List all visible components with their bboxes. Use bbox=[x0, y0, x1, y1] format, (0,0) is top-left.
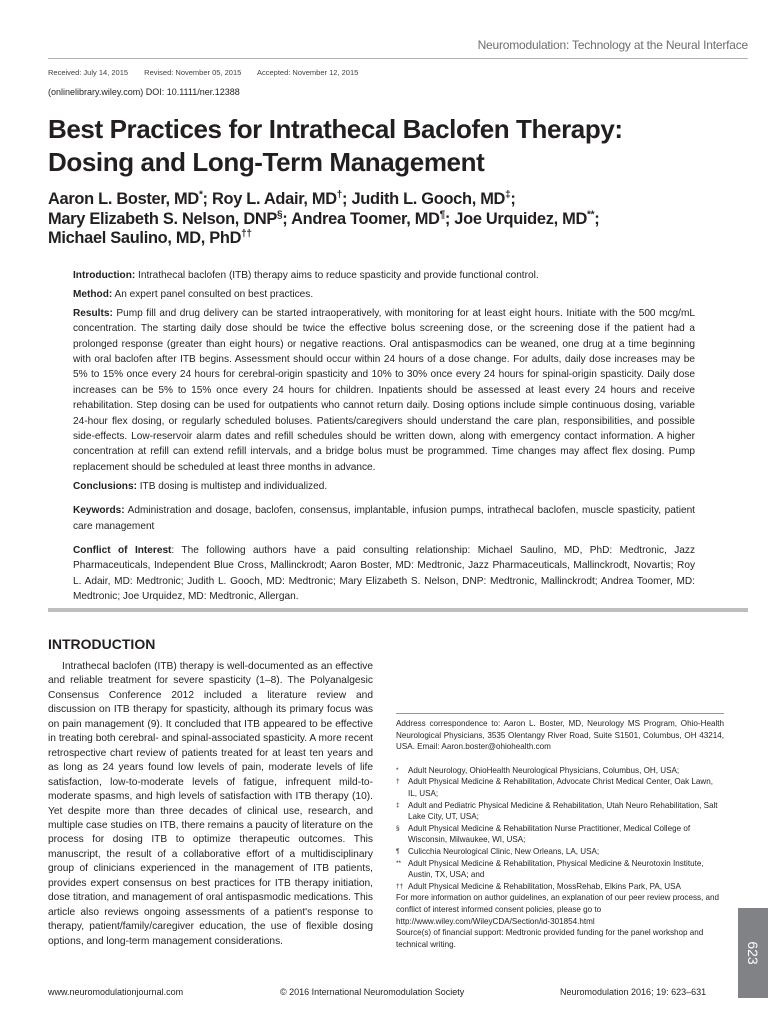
affiliation-item bbox=[396, 765, 724, 777]
author-name: Mary Elizabeth S. Nelson, DNP bbox=[48, 209, 278, 228]
revised-date: Revised: November 05, 2015 bbox=[144, 68, 242, 77]
notes-divider bbox=[396, 713, 724, 714]
section-label: Results: bbox=[73, 307, 113, 319]
affiliation-text: Adult Physical Medicine & Rehabilitation, MossRehab, Elkins Park, PA, USA bbox=[408, 881, 681, 891]
accepted-date: Accepted: November 12, 2015 bbox=[256, 68, 359, 77]
author-guidelines-note: For more information on author guidelines, an explanation of our peer review process, and conflict of interest informed consent policies, please go to http://www.wiley.com/WileyCDA/Section/id-301854.html bbox=[396, 893, 720, 926]
received-date: Received: July 14, 2015 bbox=[48, 68, 129, 77]
affiliation-text: Culicchia Neurological Clinic, New Orleans, LA, USA; bbox=[408, 846, 600, 856]
section-text: An expert panel consulted on best practices. bbox=[112, 288, 314, 300]
section-label: Conclusions: bbox=[73, 480, 137, 492]
section-label: Keywords: bbox=[73, 505, 125, 517]
doi-line: (onlinelibrary.wiley.com) DOI: 10.1111/ner.12388 bbox=[48, 87, 240, 97]
page-number: 623 bbox=[745, 941, 761, 965]
affiliation-marker: § bbox=[277, 209, 283, 221]
author-name: ; Judith L. Gooch, MD bbox=[342, 190, 506, 208]
abstract-introduction bbox=[73, 268, 695, 283]
footer-copyright: © 2016 International Neuromodulation Society bbox=[280, 987, 465, 997]
affiliation-marker: †† bbox=[241, 228, 252, 240]
author-name: ; Joe Urquidez, MD bbox=[444, 209, 587, 228]
article-title bbox=[48, 113, 728, 179]
title-line-1: Best Practices for Intrathecal Baclofen Therapy: bbox=[48, 114, 623, 144]
affiliation-marker: * bbox=[198, 189, 203, 201]
affiliation-marker: † bbox=[336, 189, 343, 201]
affiliation-marker: ¶ bbox=[439, 209, 445, 221]
introduction-heading: INTRODUCTION bbox=[48, 636, 156, 652]
affiliation-item bbox=[396, 846, 724, 858]
footer-journal-url[interactable]: www.neuromodulationjournal.com bbox=[48, 987, 184, 997]
abstract-conclusions bbox=[73, 479, 695, 494]
affiliation-text: Adult Physical Medicine & Rehabilitation, Physical Medicine & Neurotoxin Institute, Austin, TX, USA; and bbox=[408, 858, 704, 880]
section-text: Pump fill and drug delivery can be started intraoperatively, with monitoring for at least eight hours. Initiate with the 500 mcg/mL concentration. The starting daily dose should be twice the effective bolus screening dose, or the screening dose if the patient had a prolonged response (greater than eight hours) or negative reactions. Oral antispasmodics can be weaned, one drug at a time beginning with oral baclofen after ITB begins. Assessment should occur within 24 hours of a dose change. For adults, daily dose increases may be 5% to 15% once every 24 hours for cerebral-origin spasticity and 10% to 30% once every 24 hours for spinal-origin spasticity. Daily dose increases can be 5% to 15% once every 24 hours for children. Inpatients should be assessed at least every 24 hours and receive rehabilitation. Step dosing can be used for outpatients who cannot return daily. Dosing options include simple continuous dosing, variable 24-hour flex dosing, or regularly scheduled boluses. Patients/caregivers should understand the care plan, responsibilities, and possible side-effects. Low-reservoir alarm dates and refill schedules should be written down, along with emergency contact information. A higher concentration at refill can extend refill intervals, and a bridge bolus must be programmed. Time changes may affect flex dosing. Pump replacement should be scheduled at least three months in advance. bbox=[73, 307, 695, 473]
title-line-2: Dosing and Long-Term Management bbox=[48, 147, 485, 177]
affiliation-item bbox=[396, 800, 724, 823]
affiliation-marker: ** bbox=[587, 209, 595, 221]
abstract bbox=[73, 268, 695, 608]
article-dates bbox=[48, 68, 372, 77]
author-name: ; Andrea Toomer, MD bbox=[282, 209, 440, 228]
author-separator: ; bbox=[594, 209, 600, 228]
section-text: ITB dosing is multistep and individualized. bbox=[136, 480, 328, 492]
section-label: Introduction: bbox=[73, 270, 136, 281]
section-text: : The following authors have a paid consulting relationship: Michael Saulino, MD, PhD: Medtronic, Jazz Pharmaceuticals, Independent Blue Cross, Mallinckrodt; Aaron Boster, MD: Medtronic, Jazz Pharmaceuticals, Mallinckrodt, Novartis; Roy L. Adair, MD: Medtronic; Judith L. Gooch, MD: Medtronic; Mary Elizabeth S. Nelson, DNP: Medtronic, Mallinckrodt; Andrea Toomer, MD: Medtronic; Joe Urquidez, MD: Medtronic, Allergan. bbox=[73, 545, 695, 603]
footer-citation: Neuromodulation 2016; 19: 623–631 bbox=[560, 987, 707, 997]
section-divider bbox=[48, 608, 748, 612]
affiliation-item bbox=[396, 823, 724, 846]
affiliation-symbol: * bbox=[396, 766, 399, 774]
affiliation-list bbox=[396, 765, 724, 893]
affiliation-item bbox=[396, 881, 724, 893]
page-number-tab bbox=[738, 908, 768, 998]
affiliation-symbol: † bbox=[396, 778, 400, 786]
affiliation-item bbox=[396, 776, 724, 799]
author-separator: ; bbox=[510, 190, 516, 208]
funding-note: Source(s) of financial support: Medtronic provided funding for the panel workshop and technical writing. bbox=[396, 928, 704, 949]
abstract-method bbox=[73, 287, 695, 302]
section-label: Method: bbox=[73, 288, 113, 300]
author-name: Aaron L. Boster, MD bbox=[48, 190, 199, 208]
affiliation-symbol: ** bbox=[396, 859, 402, 867]
section-text: Administration and dosage, baclofen, consensus, implantable, infusion pumps, intrathecal baclofen, muscle spasticity, patient care management bbox=[73, 505, 695, 532]
author-list bbox=[48, 190, 738, 249]
affiliation-text: Adult Neurology, OhioHealth Neurological Physicians, Columbus, OH, USA; bbox=[408, 765, 680, 775]
abstract-keywords bbox=[73, 503, 695, 534]
affiliation-text: Adult and Pediatric Physical Medicine & Rehabilitation, Utah Neuro Rehabilitation, Salt Lake City, UT, USA; bbox=[408, 800, 718, 822]
author-name: ; Roy L. Adair, MD bbox=[202, 190, 337, 208]
section-text: Intrathecal baclofen (ITB) therapy aims to reduce spasticity and provide functional control. bbox=[135, 270, 539, 281]
author-name: Michael Saulino, MD, PhD bbox=[48, 229, 242, 247]
abstract-results bbox=[73, 306, 695, 475]
affiliation-marker: ‡ bbox=[505, 189, 511, 201]
journal-running-header: Neuromodulation: Technology at the Neural Interface bbox=[477, 38, 748, 52]
introduction-text: Intrathecal baclofen (ITB) therapy is well-documented as an effective and reliable treatment for severe spasticity (1–8). The Polyanalgesic Consensus Conference 2012 included a literature review and discussion on ITB therapy for spasticity, although its primary focus was on pain management (9). It concluded that ITB appeared to be effective in treating both cerebral- and spinal-associated spasticity. A more recent retrospective chart review of patients treated for at least ten years and as long as 24 years found low levels of pain, moderate levels of life satisfaction, low-to-moderate levels of fatigue, infrequent mild-to-moderate spasms, and high levels of satisfaction with ITB therapy (10). Yet despite more than three decades of clinical use, research, and multiple case studies on ITB, there remains a paucity of literature on the process for dosing ITB to optimize therapeutic outcomes. This manuscript, the result of a collaborative effort of a multidisciplinary group of clinicians experienced in the management of ITB patients, provides expert consensus on best practices for ITB therapy initiation, dose titration, and management of oral antispasmodic medications. This article also reviews ongoing assessments of a patient's response to therapy, patient/family/caregiver education, the use of flexible dosing options, and long-term management considerations. bbox=[48, 661, 373, 947]
affiliation-symbol: ‡ bbox=[396, 801, 400, 809]
conflict-of-interest bbox=[73, 543, 695, 605]
affiliation-symbol: †† bbox=[396, 882, 404, 890]
section-label: Conflict of Interest bbox=[73, 545, 172, 556]
correspondence-address: Address correspondence to: Aaron L. Boster, MD, Neurology MS Program, Ohio-Health Neurological Physicians, 3535 Olentangy River Road, Suite S1501, Columbus, OH 43214, USA. Email: Aaron.boster@ohiohealth.com bbox=[396, 719, 724, 752]
affiliation-symbol: § bbox=[396, 824, 400, 832]
affiliation-text: Adult Physical Medicine & Rehabilitation Nurse Practitioner, Medical College of Wisconsin, Milwaukee, WI, USA; bbox=[408, 823, 691, 845]
introduction-body bbox=[48, 660, 373, 949]
affiliation-symbol: ¶ bbox=[396, 847, 400, 855]
article-notes bbox=[396, 713, 724, 950]
affiliation-item bbox=[396, 858, 724, 881]
affiliation-text: Adult Physical Medicine & Rehabilitation, Advocate Christ Medical Center, Oak Lawn, IL, USA; bbox=[408, 777, 714, 798]
top-divider bbox=[48, 58, 748, 59]
